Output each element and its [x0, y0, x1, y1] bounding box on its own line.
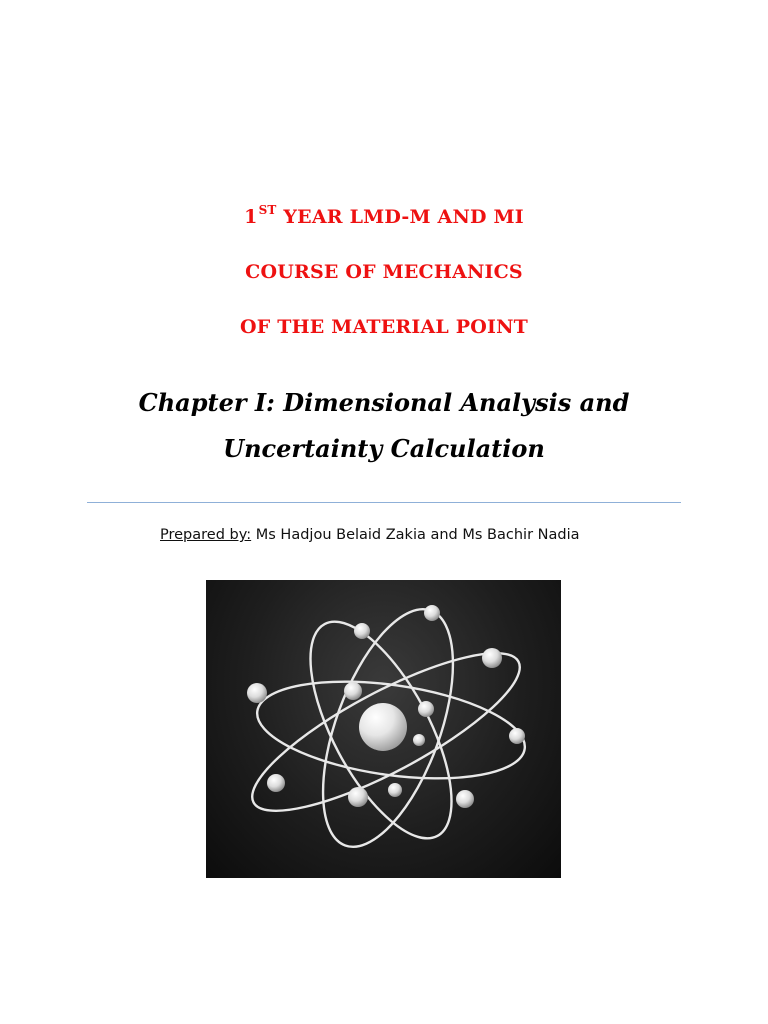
atom-icon — [206, 580, 561, 878]
course-title-line-2: OF THE MATERIAL POINT — [239, 316, 529, 338]
horizontal-divider — [87, 502, 681, 503]
atom-illustration — [206, 580, 561, 878]
authors-text: Ms Hadjou Belaid Zakia and Ms Bachir Nadia — [251, 527, 580, 543]
year-number: 1 — [244, 206, 258, 228]
year-program: YEAR LMD-M AND MI — [276, 206, 524, 228]
prepared-by-label: Prepared by: — [160, 527, 252, 543]
chapter-title-line-2: Uncertainty Calculation — [223, 434, 545, 463]
year-ordinal-suffix: ST — [258, 203, 277, 217]
prepared-by-line — [160, 527, 580, 543]
nucleus — [359, 703, 407, 751]
course-title-line-1: COURSE OF MECHANICS — [245, 261, 523, 283]
course-year-heading — [0, 203, 768, 228]
chapter-title-line-1: Chapter I: Dimensional Analysis and — [138, 388, 630, 417]
